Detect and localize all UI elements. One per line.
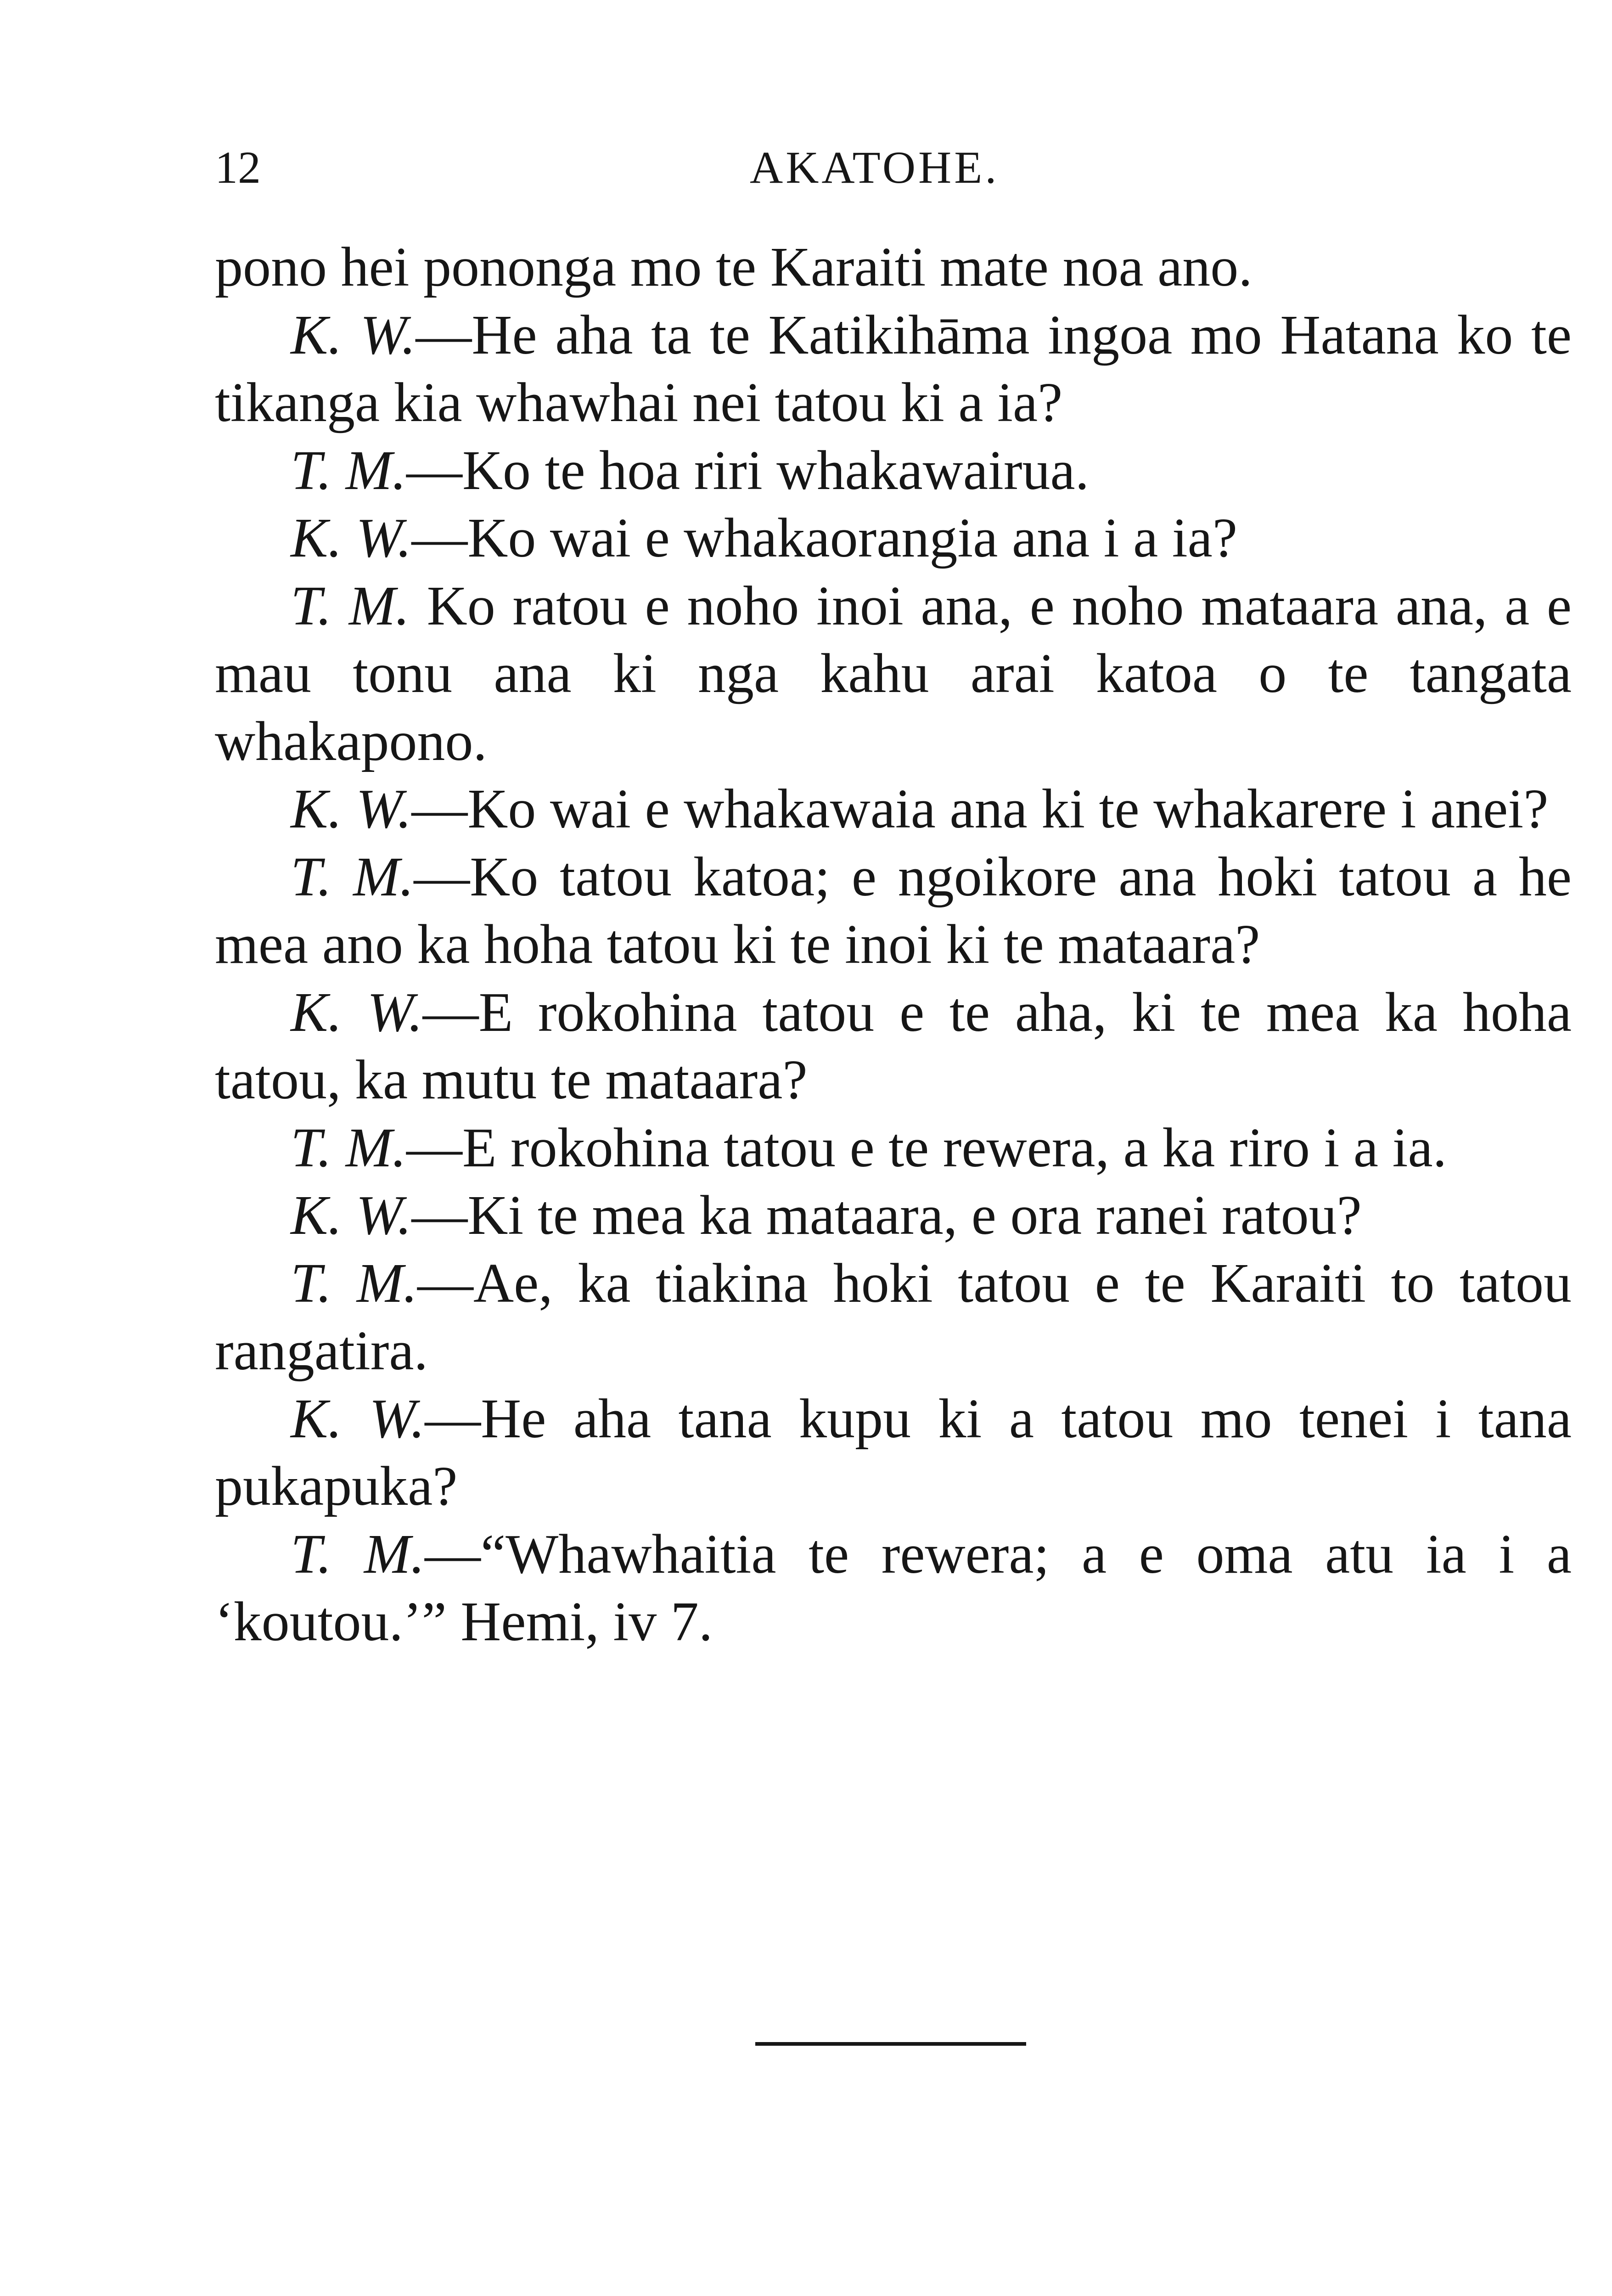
speaker-label: T. M. (291, 1116, 406, 1179)
paragraph-text: “Whawhaitia te rewera; a e oma atu ia i a ‘koutou.’” Hemi, iv 7. (215, 1523, 1572, 1653)
speaker-label: K. W. (291, 981, 423, 1043)
paragraph-text: Ko tatou katoa; e ngoikore ana hoki tatou a he mea ano ka hoha tatou ki te inoi ki te mataara? (215, 845, 1572, 975)
question-paragraph (215, 979, 1572, 1114)
paragraph-text: Ko wai e whakawaia ana ki te whakarere i anei? (467, 778, 1549, 840)
answer-paragraph (215, 843, 1572, 979)
question-paragraph (215, 1182, 1572, 1249)
speaker-separator: — (414, 845, 470, 908)
paragraph-text: E rokohina tatou e te aha, ki te mea ka hoha tatou, ka mutu te mataara? (215, 981, 1572, 1111)
paragraph-text: Ki te mea ka mataara, e ora ranei ratou? (467, 1184, 1362, 1246)
speaker-label: T. M. (291, 845, 414, 908)
speaker-label: T. M. (291, 439, 406, 501)
speaker-label: T. M. (291, 574, 410, 637)
question-paragraph (215, 775, 1572, 843)
catechism-text (215, 233, 1572, 1656)
answer-paragraph (215, 437, 1572, 505)
section-end-rule (755, 2042, 1026, 2046)
paragraph-text: Ae, ka tiakina hoki tatou e te Karaiti to tatou rangatira. (215, 1252, 1572, 1382)
paragraph-text: He aha ta te Katikihāma ingoa mo Hatana ko te tikanga kia whawhai nei tatou ki a ia? (215, 304, 1572, 433)
speaker-separator (410, 575, 427, 637)
speaker-separator: — (406, 439, 462, 501)
speaker-separator: — (417, 1252, 474, 1314)
speaker-label: T. M. (291, 1523, 425, 1585)
speaker-label: K. W. (291, 1387, 425, 1450)
speaker-label: T. M. (291, 1252, 418, 1314)
page-number: 12 (215, 142, 261, 193)
question-paragraph (215, 301, 1572, 437)
answer-paragraph (215, 1114, 1572, 1182)
speaker-label: K. W. (291, 778, 412, 840)
speaker-separator: — (425, 1523, 481, 1585)
question-paragraph (215, 1385, 1572, 1520)
paragraph-text: Ko wai e whakaorangia ana i a ia? (467, 507, 1237, 569)
speaker-separator: — (406, 1116, 462, 1179)
answer-paragraph (215, 1249, 1572, 1385)
paragraph-text: E rokohina tatou e te rewera, a ka riro i a ia. (462, 1116, 1447, 1179)
speaker-label: K. W. (291, 304, 416, 366)
running-title: AKATOHE. (750, 142, 1000, 193)
speaker-label: K. W. (291, 507, 412, 569)
speaker-separator: — (422, 981, 479, 1043)
paragraph-text: Ko ratou e noho inoi ana, e noho mataara ana, a e mau tonu ana ki nga kahu arai katoa o te tangata whakapono. (215, 574, 1572, 772)
question-paragraph (215, 504, 1572, 572)
answer-paragraph (215, 572, 1572, 776)
paragraph-text: pono hei pononga mo te Karaiti mate noa ano. (215, 236, 1253, 298)
speaker-separator: — (411, 778, 468, 840)
paragraph-continuation (215, 233, 1572, 301)
answer-paragraph (215, 1520, 1572, 1656)
paragraph-text: He aha tana kupu ki a tatou mo tenei i tana pukapuka? (215, 1387, 1572, 1517)
speaker-separator: — (416, 304, 472, 366)
speaker-separator: — (411, 1184, 468, 1246)
speaker-label: K. W. (291, 1184, 412, 1246)
speaker-separator: — (425, 1387, 481, 1450)
speaker-separator: — (411, 507, 468, 569)
paragraph-text: Ko te hoa riri whakawairua. (462, 439, 1090, 501)
page-header (215, 138, 1572, 197)
